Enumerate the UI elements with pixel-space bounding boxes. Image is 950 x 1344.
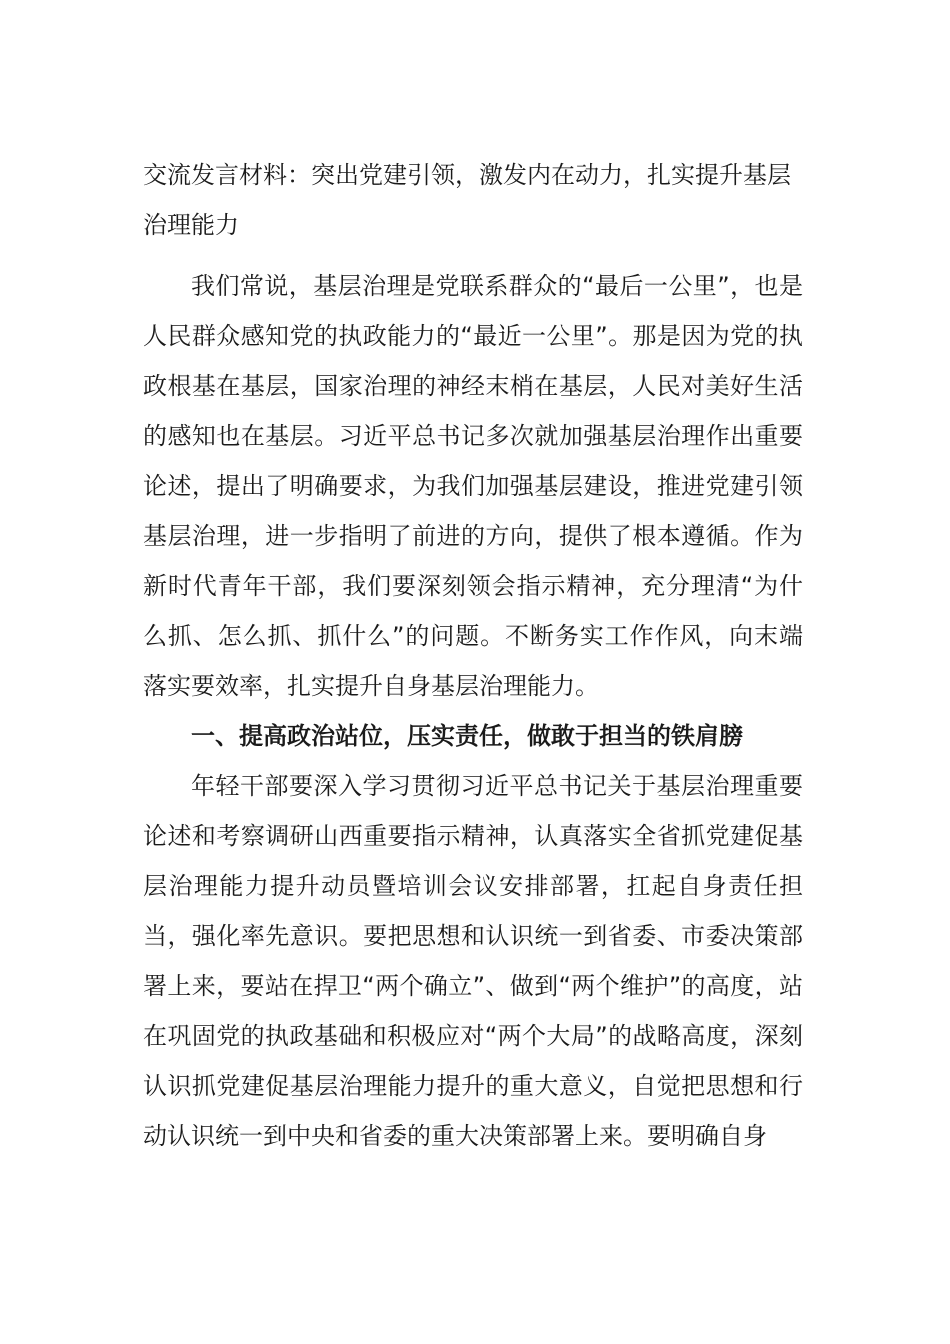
section-1-heading: 一、提高政治站位，压实责任，做敢于担当的铁肩膀 — [191, 722, 743, 750]
section-1-paragraph: 年轻干部要深入学习贯彻习近平总书记关于基层治理重要论述和考察调研山西重要指示精神，认真落实全省抓党建促基层治理能力提升动员暨培训会议安排部署，扛起自身责任担当，强化率先意识。要把思想和认识统一到省委、市委决策部署上来，要站在捍卫“两个确立”、做到“两个维护”的高度，站在巩固党的执政基础和积极应对“两个大局”的战略高度，深刻认识抓党建促基层治理能力提升的重大意义，自觉把思想和行动认识统一到中央和省委的重大决策部署上来。要明确自身 — [143, 772, 803, 1150]
document-title: 交流发言材料：突出党建引领，激发内在动力，扎实提升基层治理能力 — [143, 161, 791, 239]
document-page — [143, 150, 803, 1161]
intro-paragraph: 我们常说，基层治理是党联系群众的“最后一公里”，也是人民群众感知党的执政能力的“最近一公里”。那是因为党的执政根基在基层，国家治理的神经末梢在基层，人民对美好生活的感知也在基层。习近平总书记多次就加强基层治理作出重要论述，提出了明确要求，为我们加强基层建设，推进党建引领基层治理，进一步指明了前进的方向，提供了根本遵循。作为新时代青年干部，我们要深刻领会指示精神，充分理清“为什么抓、怎么抓、抓什么”的问题。不断务实工作作风，向末端落实要效率，扎实提升自身基层治理能力。 — [143, 272, 803, 700]
